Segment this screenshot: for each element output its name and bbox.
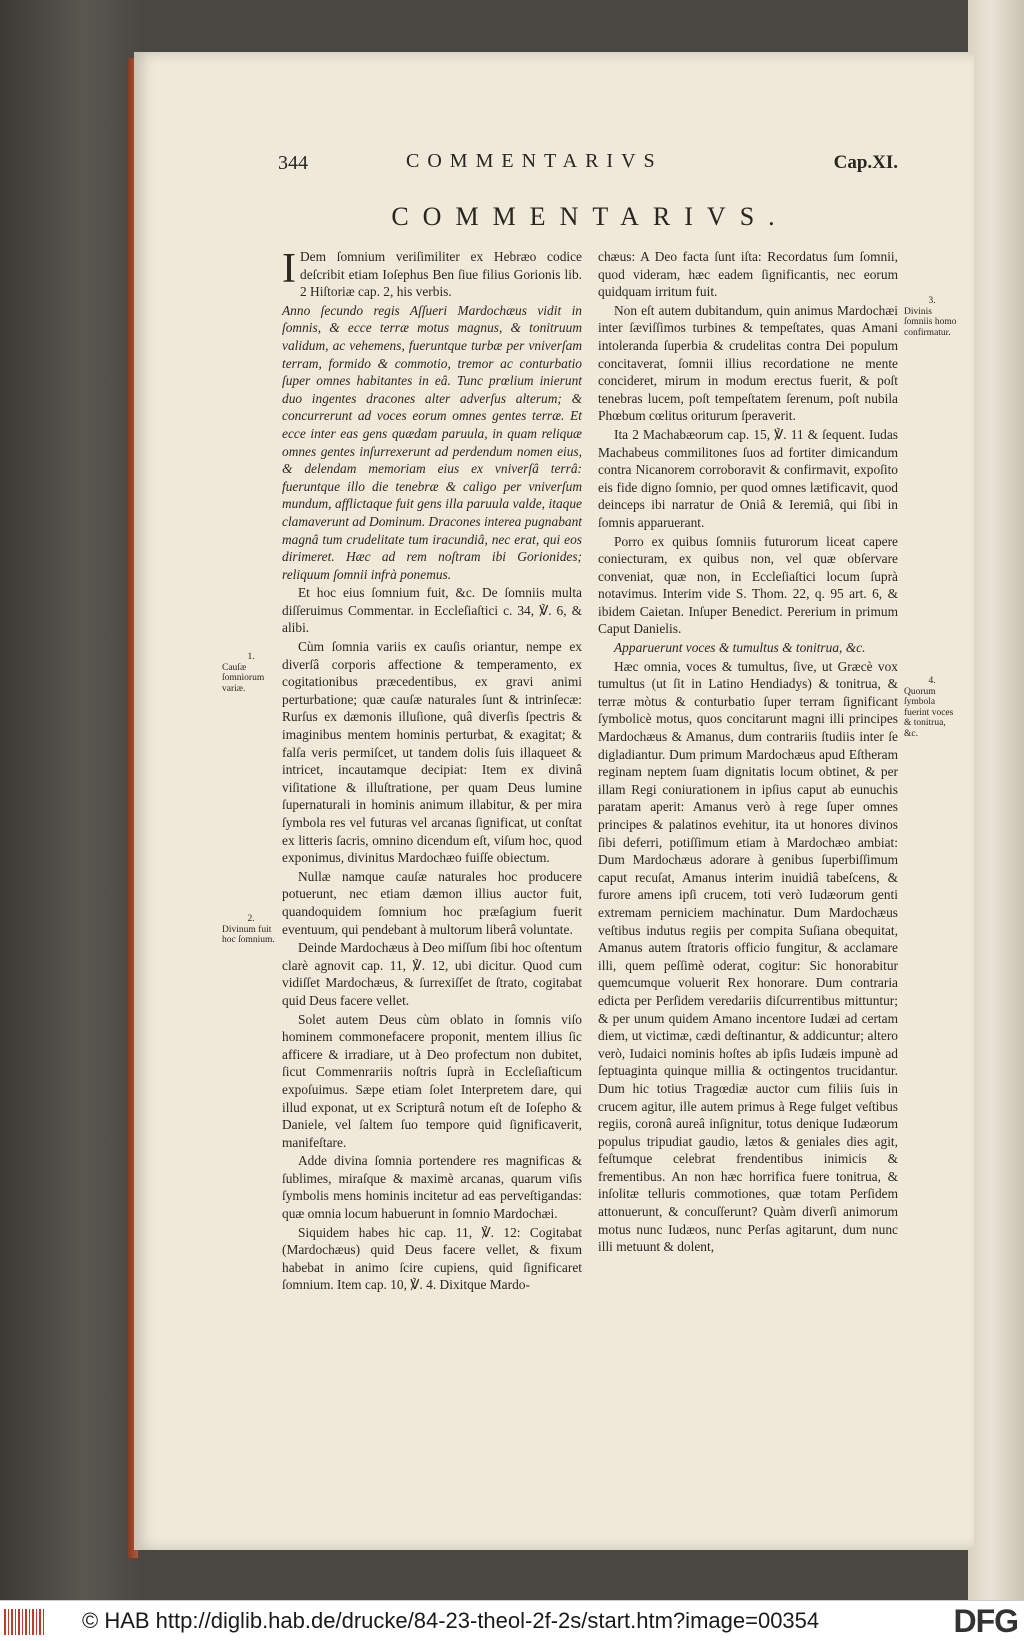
- margin-note-2: 2. Divinum fuit hoc ſomnium.: [222, 914, 275, 945]
- scan-background-left: [0, 0, 140, 1600]
- margin-note-3: 3. Divinis ſomniis homo confirmatur.: [904, 296, 957, 338]
- footer-bar: [0, 1600, 1024, 1641]
- right-text-column: [598, 248, 898, 1257]
- dfg-logo: DFG: [953, 1603, 1018, 1639]
- running-title: COMMENTARIVS: [406, 150, 663, 172]
- paragraph: Anno ſecundo regis Aſſueri Mardochæus vidit in ſomnis, & ecce terræ motus magnus, & tonitruum validum, ac vehemens, fueruntque turbæ per vniverſam terram, formido & commotio, tremor ac conturbatio ſuper omnes habitantes in eâ. Tunc prœlium inierunt duo ingentes dracones alter adverſus alterum; & concurrerunt ad voces eorum omnes gentes terræ. Et ecce inter eas gens quædam paruula, in quam reliquæ omnes gentes inſurrexerunt ad perdendum nomen eius, & delendam memoriam eius ex vniverſâ terrâ: fueruntque illo die tenebræ & caligo per vniverſum mundum, afflictaque fuit gens illa paruula valde, itaque clamaverunt ad Dominum. Dracones interea pugnabant magnâ tum crudelitate tum iracundiâ, nec erat, qui eos dirimeret. Hæc ad rem noſtram ibi Gorionides; reliquum ſomnii infrà ponemus.: [282, 302, 583, 582]
- paragraph: Ita 2 Machabæorum cap. 15, ℣. 11 & ſequent. Iudas Machabeus commilitones ſuos ad fortiter dimicandum contra Nicanorem corroboravit & confirmavit, expoſito eis fide digno ſomnio, per quod omnes lætificavit, quod deinceps ibi narratur de Oniâ & Ieremiâ, qui ſibi in ſomnis apparuerant.: [598, 426, 898, 530]
- paragraph: Porro ex quibus ſomniis futurorum liceat capere coniecturam, ex quibus non, vel quæ obſervare conveniat, quæ non, in Eccleſiaſtici locum ſuprà notavimus. Interim vide S. Thom. 22, q. 95 art. 6, & ibidem Caietan. Inſuper Benedict. Pererium in primum Caput Danielis.: [598, 533, 898, 637]
- paragraph: chæus: A Deo facta ſunt iſta: Recordatus ſum ſomnii, quod videram, hæc eadem ſignificantis, nec eorum quidquam irritum fuit.: [598, 249, 898, 300]
- paragraph: Solet autem Deus cùm oblato in ſomnis viſo hominem commonefacere proponit, mentem illius ſic afficere & irradiare, ut à Deo profectum non dubitet, ſicut Commenrariis noſtris ſuprà in Eccleſiaſticum expoſuimus. Sæpe etiam ſolet Interpretem dare, qui illud exponat, ut ex Scripturâ notum eſt de Ioſepho & Daniele, vel ſaltem ſuo tempore quid ſignificaverit, manifeſtare.: [282, 1011, 582, 1150]
- margin-note-1: 1. Cauſæ ſomniorum variæ.: [222, 652, 265, 694]
- paragraph: Non eſt autem dubitandum, quin animus Mardochæi inter ſæviſſimos turbines & tempeſtates, quas Amani intoleranda ſuperbia & crudelitas contra Dei populum concitaverat, ſomnii illius recordatione ne mente concideret, mirum in modum erectus fuerit, & poſt tenebras lucem, poſt tempeſtatem ſerenum, poſt nubila Phœbum cœlitus oriturum ſperaverit.: [598, 302, 898, 424]
- drop-cap: I: [282, 246, 296, 292]
- paragraph: I Dem ſomnium veriſimiliter ex Hebræo codice deſcribit etiam Ioſephus Ben ſiue filius Gorionis lib. 2 Hiſtoriæ cap. 2, his verbis.: [282, 246, 582, 300]
- paragraph: Nullæ namque cauſæ naturales hoc producere potuerunt, nec etiam dæmon illius auctor fuit, quandoquidem ſomnium hoc præſagium fuerit eventuum, qui pendebant à multorum liberâ voluntate.: [282, 868, 582, 937]
- hab-logo-icon: [4, 1609, 44, 1635]
- lemma: Apparuerunt voces & tumultus & tonitrua, &c.: [614, 640, 866, 656]
- paragraph: Et hoc eius ſomnium fuit, &c. De ſomniis multa diſſeruimus Commentar. in Eccleſiaſtici c. 34, ℣. 6, & alibi.: [282, 585, 582, 636]
- paragraph: Cùm ſomnia variis ex cauſis oriantur, nempe ex diverſâ corporis affectione & temperamento, ex cogitationibus præcedentibus, ex gravi animi perturbatione; quæ cauſæ naturales ſunt & intrinſecæ: Rurſus ex dæmonis illuſione, quâ diverſis ſpectris & imaginibus mentem hominis perturbat, & exagitat; & falſa veris permiſcet, ut tandem dolis ſuis illaqueet & intricet, incautamque decipiat: Item ex divinâ viſitatione & illuſtratione, per quam Deus lumine ſupernaturali in hominis animum illabitur, & per mira ſymbola res vel futuras vel arcanas ſignificat, ut conſtat ex litteris ſacris, omnino dicendum eſt, viſum hoc, quod exponimus, divinitus Mardochæo fuiſſe obiectum.: [282, 639, 582, 866]
- paragraph: Hæc omnia, voces & tumultus, ſive, ut Græcè vox tumultus (ut ſit in Latino Hendiadys) & tonitrua, & terræ mòtus & conturbatio ſuper terram ſignificant ſymbolicè motus, quos concitarunt magni illi principes Mardochæus & Amanus, dum contrariis ſtudiis inter ſe digladiantur. Dum primum Mardochæus apud Eſtheram reginam neptem ſuam dignitatis locum obtinet, & per illam Regi coniurationem in ipſius caput ab eunuchis paratam aperit: Amanus verò à rege ſuper omnes principes & palatinos evehitur, ita ut honores divinos ſibi deferri, potiſſimum etiam à Mardochæo ambiat: Dum Mardochæus adorare à genibus ſuperbiſſimum caput recuſat, Amanus interim inuidiâ tabeſcens, & furore amens ipſi crucem, toti verò Iudæorum genti extremam perniciem machinatur. Dum Mardochæus veſtibus indutus regiis per compita Suſiana obequitat, Amanus autem ſtratoris officio fungitur, & acclamare illi, quem peſſimè oderat, cogitur: Sic honorabitur quemcumque voluerit Rex honorare. Dum contraria edicta per Perſidem veredariis diſcurrentibus mittuntur; & per unum quidem Amano incentore Iudæi ad certam diem, ut victimæ, cædi deſtinantur, & addicuntur; altero verò, Iudaici nominis hoſtes ab ipſis Iudæis impunè ad ſeptuaginta quinque millia & octingentos trucidantur. Dum hic totius Tragœdiæ auctor cum filiis ſuis in crucem agitur, ille autem primus à Rege fulget veſtibus regiis, coronâ aureâ inſignitur, totus denique Iudæorum populus tripudiat gaudio, lætos & geniales dies agit, feſtumque celebrat frendentibus inimicis & frementibus. An non hæc horrifica fuere tonitrua, & inſolitæ telluris commotiones, quæ totam Perſidem attonuerunt, & concuſſerunt? Quàm diverſi animorum motus nunc Iudæos, nunc Perſas agitarunt, dum nunc illi metuunt & dolent,: [598, 658, 898, 1255]
- section-heading: COMMENTARIVS.: [391, 202, 789, 231]
- adjacent-page-edge: [968, 0, 1024, 1600]
- copyright-link[interactable]: © HAB http://diglib.hab.de/drucke/84-23-theol-2f-2s/start.htm?image=00354: [82, 1608, 820, 1633]
- margin-note-4: 4. Quorum ſymbola fuerint voces & tonitrua, &c.: [904, 676, 954, 739]
- left-text-column: [282, 248, 582, 1295]
- page-number: 344: [278, 152, 308, 174]
- paragraph: Siquidem habes hic cap. 11, ℣. 12: Cogitabat (Mardochæus) quid Deus facere vellet, & fixum habebat in animo ſcire cupiens, quid ſignificaret ſomnium. Item cap. 10, ℣. 4. Dixitque Mardo-: [282, 1224, 582, 1293]
- running-head: [278, 150, 898, 180]
- chapter-label: Cap.XI.: [833, 152, 898, 173]
- paragraph: Deinde Mardochæus à Deo miſſum ſibi hoc oſtentum clarè agnovit cap. 11, ℣. 12, ubi dicitur. Quod cum vidiſſet Mardochæus, & ſurrexiſſet de ſtrato, cogitabat quid Deus facere vellet.: [282, 940, 582, 1008]
- paragraph: Adde divina ſomnia portendere res magnificas & ſublimes, miraſque & maximè arcanas, quarum viſis ſymbolis mens hominis incitetur ad eas perveſtigandas: quæ omnia locum habuerunt in ſomnio Mardochæi.: [282, 1153, 582, 1222]
